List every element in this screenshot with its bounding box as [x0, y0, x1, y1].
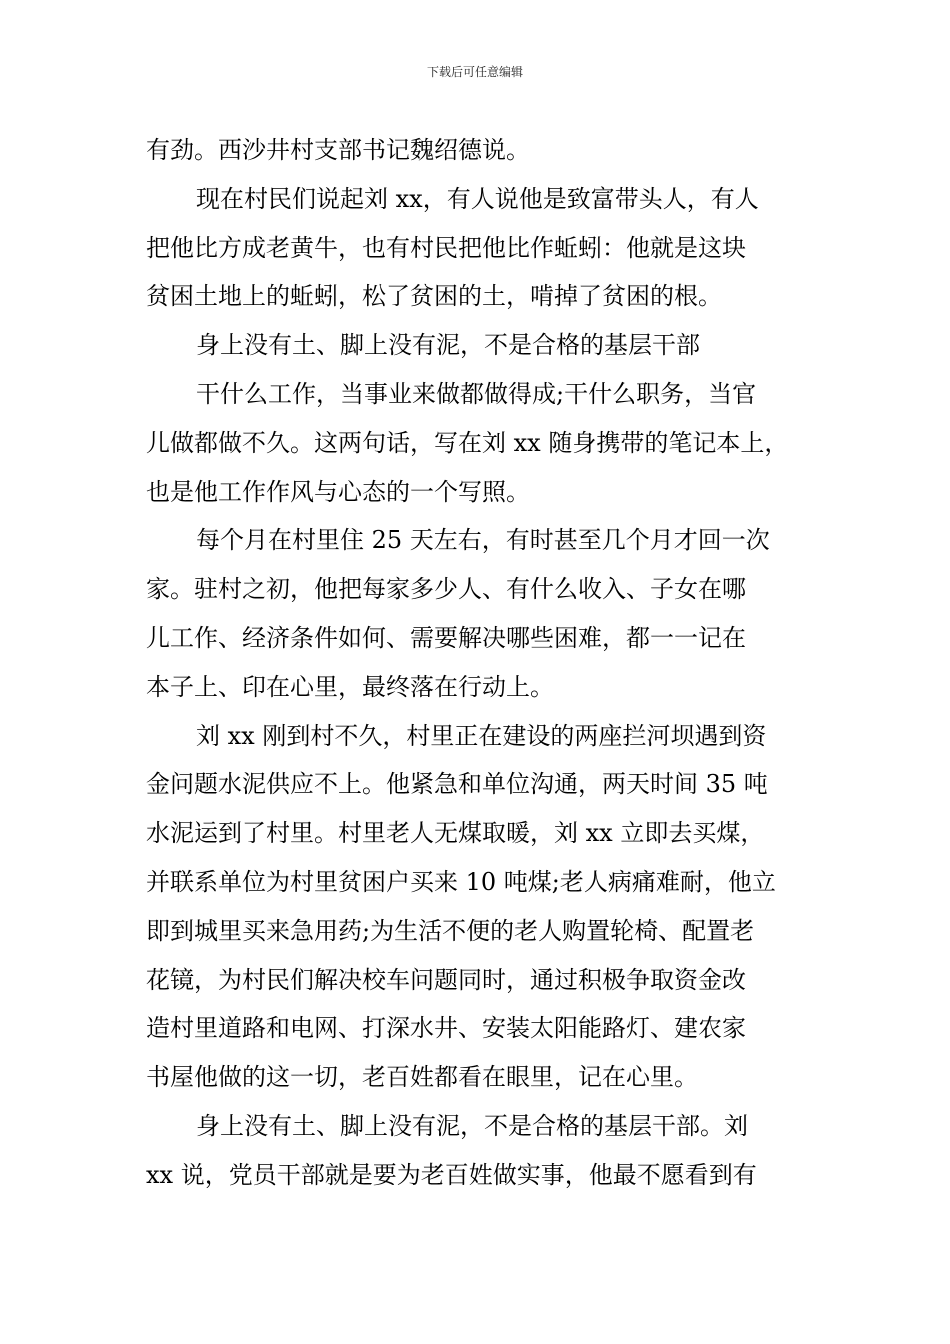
text-line: 儿工作、经济条件如何、需要解决哪些困难，都一一记在 — [146, 623, 746, 652]
text-line: xx 说，党员干部就是要为老百姓做实事，他最不愿看到有 — [146, 1160, 757, 1189]
text-line: 刘 xx 刚到村不久，村里正在建设的两座拦河坝遇到资 — [196, 721, 767, 750]
text-line: 花镜，为村民们解决校车问题同时，通过积极争取资金改 — [146, 965, 746, 994]
text-line: 家。驻村之初，他把每家多少人、有什么收入、子女在哪 — [146, 575, 746, 604]
text-line: 水泥运到了村里。村里老人无煤取暖，刘 xx 立即去买煤， — [146, 819, 765, 848]
text-line: 本子上、印在心里，最终落在行动上。 — [146, 672, 554, 701]
text-line: 金问题水泥供应不上。他紧急和单位沟通，两天时间 35 吨 — [146, 770, 768, 799]
text-line: 把他比方成老黄牛，也有村民把他比作蚯蚓：他就是这块 — [146, 233, 746, 262]
text-line: 现在村民们说起刘 xx，有人说他是致富带头人，有人 — [196, 184, 759, 213]
text-line: 有劲。西沙井村支部书记魏绍德说。 — [146, 136, 530, 164]
text-line: 身上没有土、脚上没有泥，不是合格的基层干部 — [196, 331, 700, 360]
text-line: 并联系单位为村里贫困户买来 10 吨煤;老人病痛难耐，他立 — [146, 867, 776, 896]
text-line: 也是他工作作风与心态的一个写照。 — [146, 477, 530, 506]
document-body — [146, 126, 826, 1200]
text-line: 每个月在村里住 25 天左右，有时甚至几个月才回一次 — [196, 526, 770, 555]
page-header-note: 下载后可任意编辑 — [426, 65, 523, 79]
text-line: 即到城里买来急用药;为生活不便的老人购置轮椅、配置老 — [146, 916, 755, 945]
text-line: 书屋他做的这一切，老百姓都看在眼里，记在心里。 — [146, 1063, 698, 1092]
text-line: 儿做都做不久。这两句话，写在刘 xx 随身携带的笔记本上， — [146, 428, 789, 457]
text-line: 干什么工作，当事业来做都做得成;干什么职务，当官 — [196, 379, 757, 408]
text-line: 身上没有土、脚上没有泥，不是合格的基层干部。刘 — [196, 1111, 748, 1140]
text-line: 贫困土地上的蚯蚓，松了贫困的土，啃掉了贫困的根。 — [146, 282, 722, 311]
text-line: 造村里道路和电网、打深水井、安装太阳能路灯、建农家 — [146, 1014, 746, 1043]
